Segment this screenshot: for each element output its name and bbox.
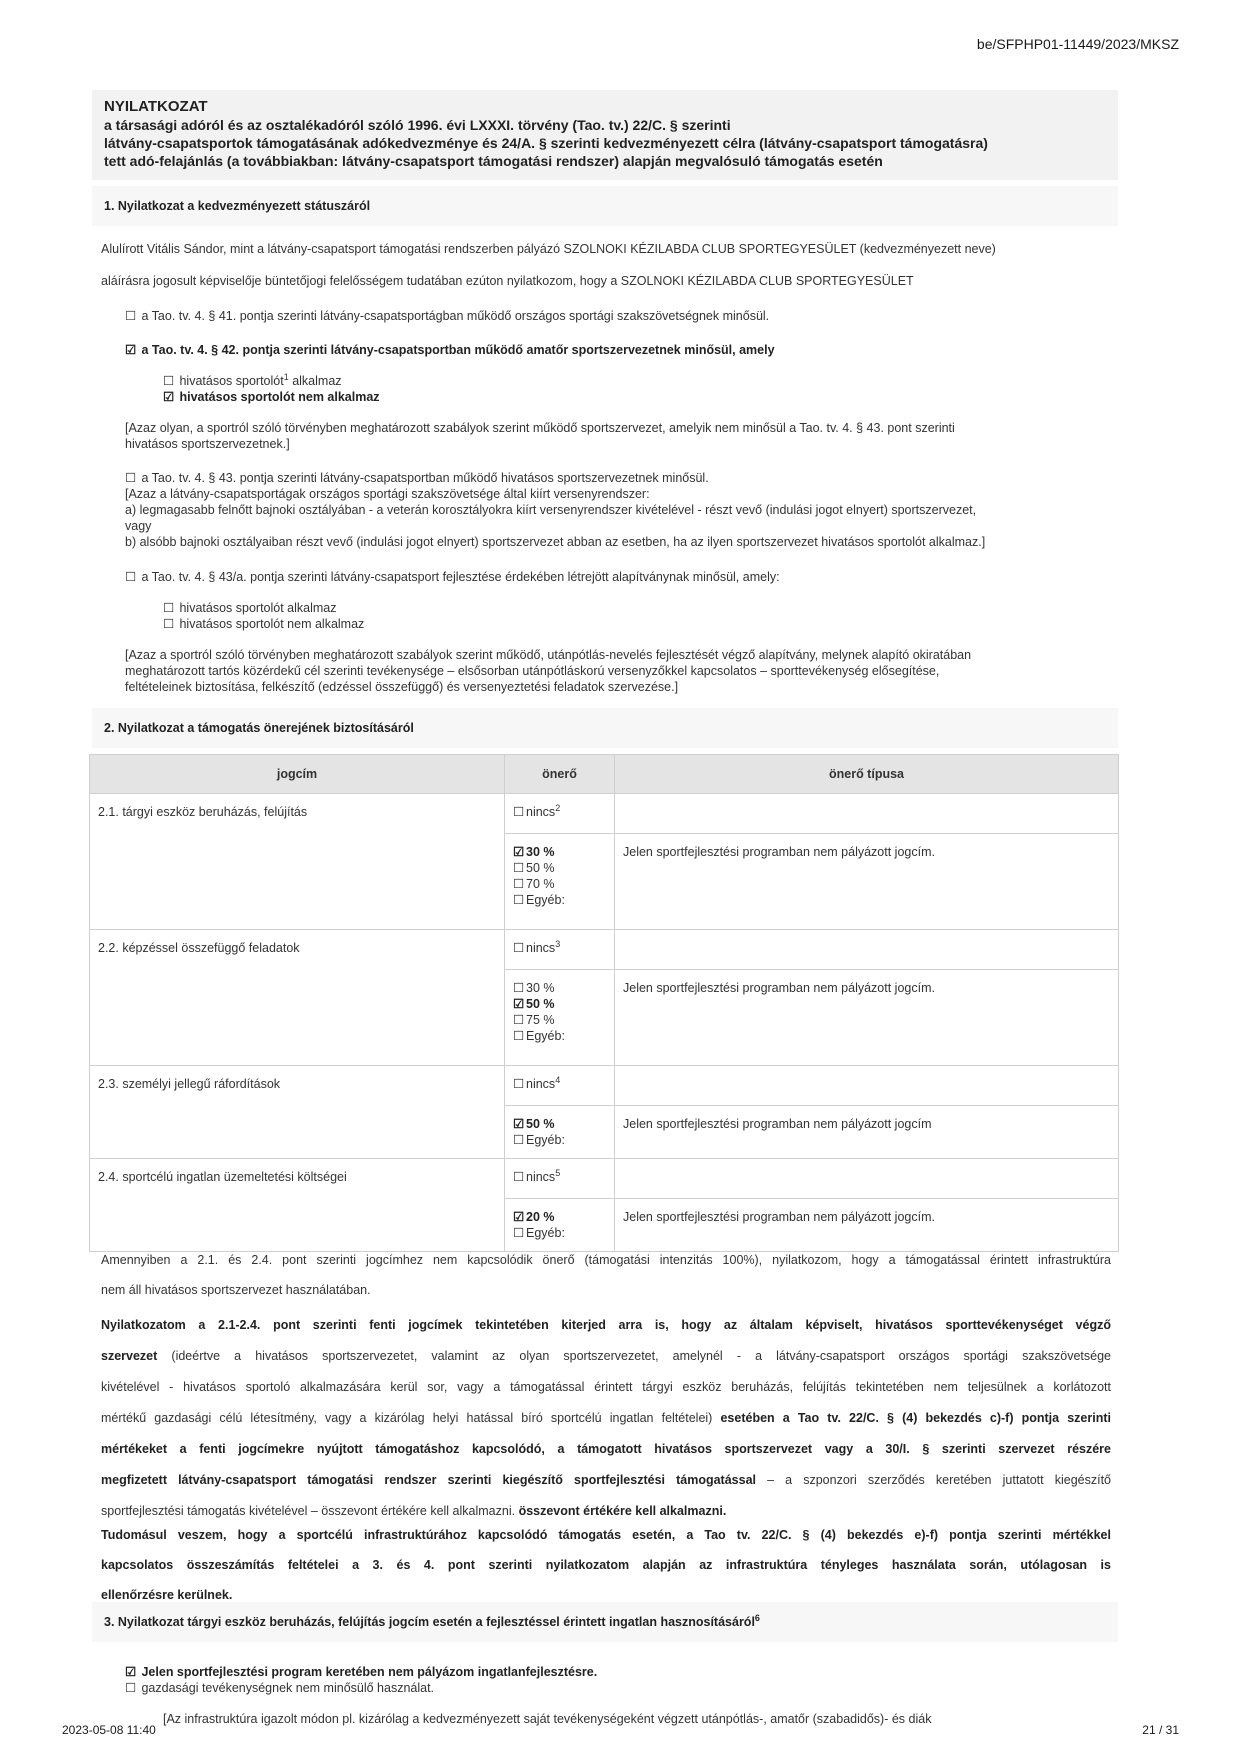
onero-tipus-cell: Jelen sportfejlesztési programban nem pályázott jogcím. <box>615 1199 1119 1252</box>
jogcim-cell: 2.1. tárgyi eszköz beruházás, felújítás <box>90 794 505 930</box>
title-line: a társasági adóról és az osztalékadóról szóló 1996. évi LXXXI. törvény (Tao. tv.) 22/C. § szerinti <box>104 117 731 133</box>
empty-cell <box>615 794 1119 834</box>
unchecked-box-icon[interactable]: ☐ <box>513 1077 525 1091</box>
page-number: 21 / 31 <box>1142 1723 1179 1737</box>
unchecked-box-icon[interactable]: ☐ <box>513 877 525 891</box>
column-header-jogcim: jogcím <box>90 755 505 794</box>
paragraph-self-contribution: Amennyiben a 2.1. és 2.4. pont szerinti jogcímhez nem kapcsolódik önerő (támogatási intenzitás 100%), nyilatkozom, hogy a támogatással érintett infrastruktúra nem áll hivatásos sportszervezet használatában. <box>101 1253 1111 1297</box>
unchecked-box-icon[interactable]: ☐ <box>513 1013 525 1027</box>
option-50[interactable]: ☑ 50 % <box>513 997 555 1011</box>
option-50[interactable]: ☐ 50 % <box>513 861 555 875</box>
option-42[interactable]: ☑ a Tao. tv. 4. § 42. pontja szerinti látvány-csapatsportban működő amatőr sportszervezetnek minősül, amely <box>125 343 775 357</box>
unchecked-box-icon[interactable]: ☐ <box>163 374 175 388</box>
option-other[interactable]: ☐ Egyéb: <box>513 1029 565 1043</box>
option-30[interactable]: ☑ 30 % <box>513 845 555 859</box>
unchecked-box-icon[interactable]: ☐ <box>125 1681 137 1695</box>
checked-box-icon[interactable]: ☑ <box>513 1117 525 1131</box>
checked-box-icon[interactable]: ☑ <box>513 1210 525 1224</box>
nincs-option[interactable]: ☐ nincs$^2$ <box>505 794 615 834</box>
percentage-options <box>505 1199 615 1252</box>
empty-cell <box>615 1066 1119 1106</box>
paragraph-acknowledgement: Tudomásul veszem, hogy a sportcélú infrastruktúrához kapcsolódó támogatás esetén, a Tao tv. 22/C. § (4) bekezdés e)-f) pontja szerinti mértékkel kapcsolatos összeszámítás feltételei a 3. és 4. pont szerinti nyilatkozatom alapján az infrastruktúra tényleges használata során, utólagosan is ellenőrzésre kerülnek. <box>101 1528 1111 1602</box>
option-70[interactable]: ☐ 70 % <box>513 877 555 891</box>
title-line: tett adó-felajánlás (a továbbiakban: látvány-csapatsport támogatási rendszer) alapján megvalósuló támogatás esetén <box>104 153 883 169</box>
onero-tipus-cell: Jelen sportfejlesztési programban nem pályázott jogcím. <box>615 970 1119 1066</box>
option-43a-no-pro[interactable]: ☐ hivatásos sportolót nem alkalmaz <box>163 617 365 631</box>
checked-box-icon[interactable]: ☑ <box>125 1665 137 1679</box>
table-row <box>90 930 1119 970</box>
declaration-title-block <box>92 90 1118 180</box>
option-50[interactable]: ☑ 50 % <box>513 1117 555 1131</box>
table-row <box>90 1066 1119 1106</box>
unchecked-box-icon[interactable]: ☐ <box>513 1029 525 1043</box>
table-row <box>90 794 1119 834</box>
jogcim-cell: 2.4. sportcélú ingatlan üzemeltetési költségei <box>90 1159 505 1252</box>
option-43[interactable]: ☐ a Tao. tv. 4. § 43. pontja szerinti látvány-csapatsportban működő hivatásos sportszervezetnek minősül. <box>125 471 709 485</box>
option-other[interactable]: ☐ Egyéb: <box>513 1133 565 1147</box>
own-contribution-table <box>89 754 1119 1252</box>
section-3-heading: 3. Nyilatkozat tárgyi eszköz beruházás, felújítás jogcím esetén a fejlesztéssel érintett ingatlan hasznosításáról$^6$ <box>92 1602 1118 1642</box>
option-other[interactable]: ☐ Egyéb: <box>513 893 565 907</box>
checked-box-icon[interactable]: ☑ <box>125 343 137 357</box>
percentage-options <box>505 834 615 930</box>
nincs-option[interactable]: ☐ nincs$^4$ <box>505 1066 615 1106</box>
option-42-note: [Azaz olyan, a sportról szóló törvényben meghatározott szabályok szerint működő sportszervezet, amelyik nem minősül a Tao. tv. 4. § 43. pont szerinti hivatásos sportszervezetnek.] <box>125 421 955 451</box>
option-43a[interactable]: ☐ a Tao. tv. 4. § 43/a. pontja szerinti látvány-csapatsport fejlesztése érdekében létrejött alapítványnak minősül, amely: <box>125 570 780 584</box>
empty-cell <box>615 930 1119 970</box>
jogcim-cell: 2.3. személyi jellegű ráfordítások <box>90 1066 505 1159</box>
unchecked-box-icon[interactable]: ☐ <box>513 805 525 819</box>
footnote-ref: 6 <box>754 1612 760 1623</box>
unchecked-box-icon[interactable]: ☐ <box>513 1133 525 1147</box>
option-43-note: [Azaz a látvány-csapatsportágak országos sportági szakszövetsége által kiírt versenyrendszer: a) legmagasabb felnőtt bajnoki osztályában - a veterán korosztályokra kiírt versenyrendszer kivételével - részt vevő (indulási jogot elnyert) sportszervezet, vagy b) alsóbb bajnoki osztályaiban részt vevő (indulási jogot elnyert) sportszervezet abban az esetben, ha az ilyen sportszervezet hivatásos sportolót alkalmaz.] <box>125 487 986 549</box>
checked-box-icon[interactable]: ☑ <box>513 997 525 1011</box>
option-non-economic-use[interactable]: ☐ gazdasági tevékenységnek nem minősülő használat. <box>125 1681 435 1695</box>
unchecked-box-icon[interactable]: ☐ <box>125 309 137 323</box>
column-header-onero: önerő <box>505 755 615 794</box>
onero-tipus-cell: Jelen sportfejlesztési programban nem pályázott jogcím. <box>615 834 1119 930</box>
empty-cell <box>615 1159 1119 1199</box>
nincs-option[interactable]: ☐ nincs$^3$ <box>505 930 615 970</box>
unchecked-box-icon[interactable]: ☐ <box>125 471 137 485</box>
option-20[interactable]: ☑ 20 % <box>513 1210 555 1224</box>
option-43a-note: [Azaz a sportról szóló törvényben meghatározott szabályok szerint működő, utánpótlás-nevelés fejlesztését végző alapítvány, melynek alapító okiratában meghatározott tartós közérdekű cél szerinti tevékenysége – elsősorban utánpótláskorú versenyzőkkel kapcsolatos – sporttevékenység elősegítése, feltételeinek biztosítása, felkészítő (edzéssel összefüggő) és versenyeztetési feladatok szervezése.] <box>125 648 972 694</box>
percentage-options <box>505 1106 615 1159</box>
unchecked-box-icon[interactable]: ☐ <box>513 1226 525 1240</box>
footnote-ref: 1 <box>283 371 289 382</box>
checked-box-icon[interactable]: ☑ <box>513 845 525 859</box>
section-3-note: [Az infrastruktúra igazolt módon pl. kizárólag a kedvezményezett saját tevékenységeként végzett utánpótlás-, amatőr (szabadidős)- és diák <box>163 1712 932 1726</box>
unchecked-box-icon[interactable]: ☐ <box>125 570 137 584</box>
option-43a-employs-pro[interactable]: ☐ hivatásos sportolót alkalmaz <box>163 601 337 615</box>
column-header-onero-tipusa: önerő típusa <box>615 755 1119 794</box>
paragraph-declaration-scope: Nyilatkozatom a 2.1-2.4. pont szerinti fenti jogcímek tekintetében kiterjed arra is, hogy az általam képviselt, hivatásos sporttevékenységet végző szervezet (ideértve a hivatásos sportszervezetet, valamint az olyan sportszervezetet, amelynél - a látvány-csapatsport országos sportági szakszövetsége kivételével - hivatásos sportoló alkalmazására kerül sor, vagy a támogatással érintett tárgyi eszköz beruházás, felújítás tekintetében nem teljesülnek a korlátozott mértékű gazdasági célú létesítmény, vagy a kizárólag helyi hatással bíró sportcélú ingatlan feltételei) esetében a Tao tv. 22/C. § (4) bekezdés c)-f) pontja szerinti mértékeket a fenti jogcímekre nyújtott támogatáshoz kapcsolódó, a támogatott hivatásos sportszervezet vagy a 30/I. § szerinti szervezet részére megfizetett látvány-csapatsport támogatási rendszer szerinti kiegészítő sportfejlesztési támogatással – a szponzori szerződés keretében juttatott kiegészítő sportfejlesztési támogatás kivételével – összevont értékére kell alkalmazni. összevont értékére kell alkalmazni. <box>101 1318 1111 1518</box>
unchecked-box-icon[interactable]: ☐ <box>163 617 175 631</box>
unchecked-box-icon[interactable]: ☐ <box>513 941 525 955</box>
unchecked-box-icon[interactable]: ☐ <box>513 1170 525 1184</box>
declaration-heading: NYILATKOZAT <box>104 98 208 115</box>
option-42-employs-pro[interactable]: ☐ hivatásos sportolót$^1$ alkalmaz <box>163 371 342 388</box>
section-2-heading: 2. Nyilatkozat a támogatás önerejének biztosításáról <box>92 708 1118 748</box>
intro-line: Alulírott Vitális Sándor, mint a látvány-csapatsport támogatási rendszerben pályázó SZOLNOKI KÉZILABDA CLUB SPORTEGYESÜLET (kedvezményezett neve) <box>101 242 996 256</box>
option-30[interactable]: ☐ 30 % <box>513 981 555 995</box>
table-header-row <box>90 755 1119 794</box>
option-no-real-estate[interactable]: ☑ Jelen sportfejlesztési program keretében nem pályázom ingatlanfejlesztésre. <box>125 1665 598 1679</box>
checked-box-icon[interactable]: ☑ <box>163 390 175 404</box>
unchecked-box-icon[interactable]: ☐ <box>513 981 525 995</box>
intro-line: aláírásra jogosult képviselője büntetőjogi felelősségem tudatában ezúton nyilatkozom, hogy a SZOLNOKI KÉZILABDA CLUB SPORTEGYESÜLET <box>101 274 914 288</box>
option-75[interactable]: ☐ 75 % <box>513 1013 555 1027</box>
footer-timestamp: 2023-05-08 11:40 <box>62 1723 156 1737</box>
option-42-no-pro[interactable]: ☑ hivatásos sportolót nem alkalmaz <box>163 390 380 404</box>
onero-tipus-cell: Jelen sportfejlesztési programban nem pályázott jogcím <box>615 1106 1119 1159</box>
percentage-options <box>505 970 615 1066</box>
document-reference: be/SFPHP01-11449/2023/MKSZ <box>976 36 1179 52</box>
unchecked-box-icon[interactable]: ☐ <box>513 893 525 907</box>
option-41[interactable]: ☐ a Tao. tv. 4. § 41. pontja szerinti látvány-csapatsportágban működő országos sportági szakszövetségnek minősül. <box>125 309 770 323</box>
nincs-option[interactable]: ☐ nincs$^5$ <box>505 1159 615 1199</box>
unchecked-box-icon[interactable]: ☐ <box>513 861 525 875</box>
unchecked-box-icon[interactable]: ☐ <box>163 601 175 615</box>
option-other[interactable]: ☐ Egyéb: <box>513 1226 565 1240</box>
jogcim-cell: 2.2. képzéssel összefüggő feladatok <box>90 930 505 1066</box>
section-1-heading: 1. Nyilatkozat a kedvezményezett státuszáról <box>92 186 1118 226</box>
table-row <box>90 1159 1119 1199</box>
title-line: látvány-csapatsportok támogatásának adókedvezménye és 24/A. § szerinti kedvezményezett célra (látvány-csapatsport támogatásra) <box>104 135 988 151</box>
